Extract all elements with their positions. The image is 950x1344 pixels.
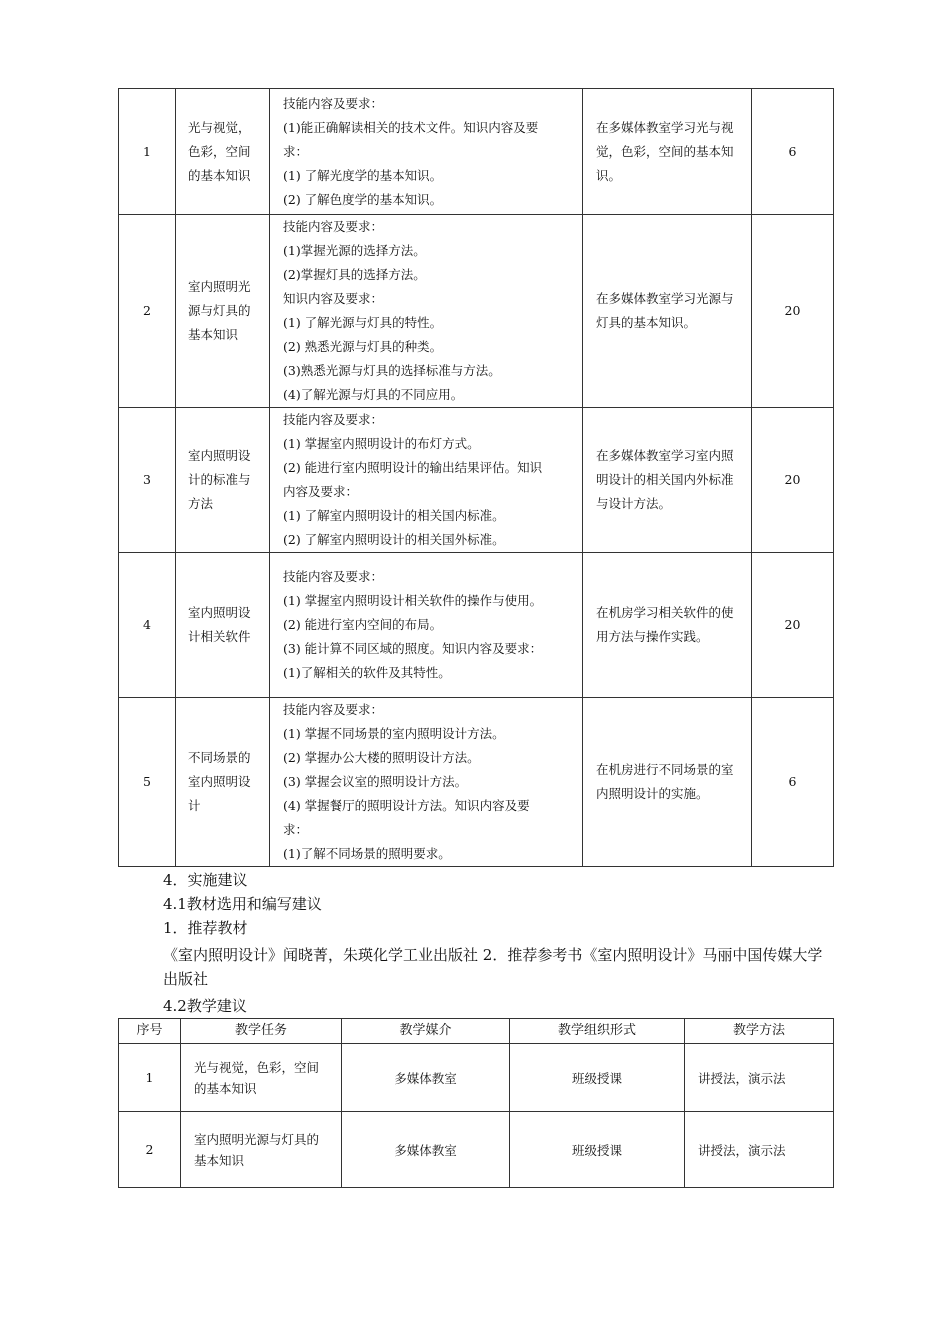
content-line: (3) 掌握会议室的照明设计方法。 — [283, 774, 468, 789]
table-row — [119, 1044, 834, 1112]
row-unit-name — [176, 89, 270, 215]
row-hours: 20 — [752, 553, 834, 698]
table-row — [119, 698, 834, 867]
row-content-requirements — [270, 89, 583, 215]
section-4-2-heading: 4.2教学建议 — [163, 997, 247, 1015]
row-method: 讲授法，演示法 — [685, 1044, 834, 1112]
row-form: 班级授课 — [510, 1044, 685, 1112]
content-line: (2) 掌握办公大楼的照明设计方法。 — [283, 750, 480, 765]
content-line: (3)熟悉光源与灯具的选择标准与方法。 — [283, 363, 501, 378]
content-line: 内容及要求： — [283, 484, 359, 499]
row-hours: 20 — [752, 408, 834, 553]
unit-name-line: 光与视觉， — [188, 119, 251, 135]
row-form: 班级授课 — [510, 1112, 685, 1188]
content-line: (1)掌握光源的选择方法。 — [283, 243, 426, 258]
row-learning-location: 在机房进行不同场景的室内照明设计的实施。 — [583, 698, 752, 867]
row-learning-location: 在机房学习相关软件的使用方法与操作实践。 — [583, 553, 752, 698]
unit-name-line: 不同场景的 — [188, 750, 251, 765]
content-line: (2) 熟悉光源与灯具的种类。 — [283, 339, 443, 354]
row-index: 1 — [119, 1044, 181, 1112]
row-index: 4 — [119, 553, 176, 698]
row-index: 2 — [119, 1112, 181, 1188]
content-line: (1)了解相关的软件及其特性。 — [283, 665, 451, 680]
header-media: 教学媒介 — [342, 1019, 510, 1044]
header-form: 教学组织形式 — [510, 1019, 685, 1044]
row-learning-location: 在多媒体教室学习光源与灯具的基本知识。 — [583, 215, 752, 408]
content-line: 技能内容及要求： — [283, 702, 384, 717]
content-line: 技能内容及要求： — [283, 219, 384, 234]
content-line: (4)了解光源与灯具的不同应用。 — [283, 387, 464, 402]
content-line: 求： — [283, 822, 309, 837]
row-content-requirements — [270, 215, 583, 408]
content-line: (1) 掌握不同场景的室内照明设计方法。 — [283, 726, 505, 741]
row-unit-name — [176, 553, 270, 698]
content-line: (1)能正确解读相关的技术文件。知识内容及要 — [283, 119, 539, 135]
unit-name-line: 计相关软件 — [188, 629, 251, 644]
recommended-textbook-heading: 1．推荐教材 — [163, 919, 248, 937]
content-line: (1) 了解光度学的基本知识。 — [283, 167, 443, 183]
content-line: (1) 掌握室内照明设计相关软件的操作与使用。 — [283, 593, 543, 608]
row-hours: 20 — [752, 215, 834, 408]
row-index: 2 — [119, 215, 176, 408]
unit-name-line: 色彩，空间 — [188, 143, 251, 159]
row-media: 多媒体教室 — [342, 1112, 510, 1188]
table-row — [119, 215, 834, 408]
row-task: 光与视觉，色彩，空间的基本知识 — [181, 1044, 342, 1112]
row-index: 3 — [119, 408, 176, 553]
unit-name-line: 室内照明设 — [188, 605, 251, 620]
teaching-suggestion-table — [118, 1018, 834, 1188]
content-line: (1) 了解室内照明设计的相关国内标准。 — [283, 508, 505, 523]
row-content-requirements — [270, 553, 583, 698]
row-method: 讲授法，演示法 — [685, 1112, 834, 1188]
header-method: 教学方法 — [685, 1019, 834, 1044]
row-learning-location: 在多媒体教室学习光与视觉，色彩，空间的基本知识。 — [583, 89, 752, 215]
content-line: (1) 掌握室内照明设计的布灯方式。 — [283, 436, 480, 451]
unit-name-line: 计 — [188, 798, 201, 813]
row-hours: 6 — [752, 89, 834, 215]
content-line: (2) 了解室内照明设计的相关国外标准。 — [283, 532, 505, 547]
row-task: 室内照明光源与灯具的基本知识 — [181, 1112, 342, 1188]
course-content-table — [118, 88, 834, 867]
row-media: 多媒体教室 — [342, 1044, 510, 1112]
unit-name-line: 源与灯具的 — [188, 303, 251, 318]
unit-name-line: 室内照明设 — [188, 448, 251, 463]
row-learning-location: 在多媒体教室学习室内照明设计的相关国内外标准与设计方法。 — [583, 408, 752, 553]
unit-name-line: 方法 — [188, 496, 214, 511]
content-line: (1)了解不同场景的照明要求。 — [283, 846, 451, 861]
row-content-requirements — [270, 408, 583, 553]
content-line: (1) 了解光源与灯具的特性。 — [283, 315, 443, 330]
row-unit-name — [176, 408, 270, 553]
unit-name-line: 室内照明设 — [188, 774, 251, 789]
table-row — [119, 553, 834, 698]
row-index: 1 — [119, 89, 176, 215]
header-task: 教学任务 — [181, 1019, 342, 1044]
content-line: (2) 能进行室内空间的布局。 — [283, 617, 443, 632]
row-hours: 6 — [752, 698, 834, 867]
section-4-heading: 4．实施建议 — [163, 871, 248, 889]
unit-name-line: 计的标准与 — [188, 472, 251, 487]
table-row — [119, 1112, 834, 1188]
content-line: (4) 掌握餐厅的照明设计方法。知识内容及要 — [283, 798, 530, 813]
table-header-row — [119, 1019, 834, 1044]
unit-name-line: 的基本知识 — [188, 167, 251, 183]
row-index: 5 — [119, 698, 176, 867]
unit-name-line: 基本知识 — [188, 327, 239, 342]
table-row — [119, 408, 834, 553]
content-line: 技能内容及要求： — [283, 95, 384, 111]
content-line: 技能内容及要求： — [283, 412, 384, 427]
content-line: (2) 能进行室内照明设计的输出结果评估。知识 — [283, 460, 543, 475]
row-unit-name — [176, 215, 270, 408]
table-row — [119, 89, 834, 215]
content-line: 技能内容及要求： — [283, 569, 384, 584]
content-line: (3) 能计算不同区域的照度。知识内容及要求： — [283, 641, 543, 656]
content-line: (2) 了解色度学的基本知识。 — [283, 191, 443, 207]
content-line: 知识内容及要求： — [283, 291, 384, 306]
row-content-requirements — [270, 698, 583, 867]
content-line: 求： — [283, 143, 309, 159]
header-index: 序号 — [119, 1019, 181, 1044]
textbook-paragraph: 《室内照明设计》闻晓菁，朱瑛化学工业出版社 2．推荐参考书《室内照明设计》马丽中国传媒大学出版社 — [163, 946, 823, 988]
row-unit-name — [176, 698, 270, 867]
unit-name-line: 室内照明光 — [188, 279, 251, 294]
content-line: (2)掌握灯具的选择方法。 — [283, 267, 426, 282]
section-4-1-heading: 4.1教材选用和编写建议 — [163, 895, 322, 913]
